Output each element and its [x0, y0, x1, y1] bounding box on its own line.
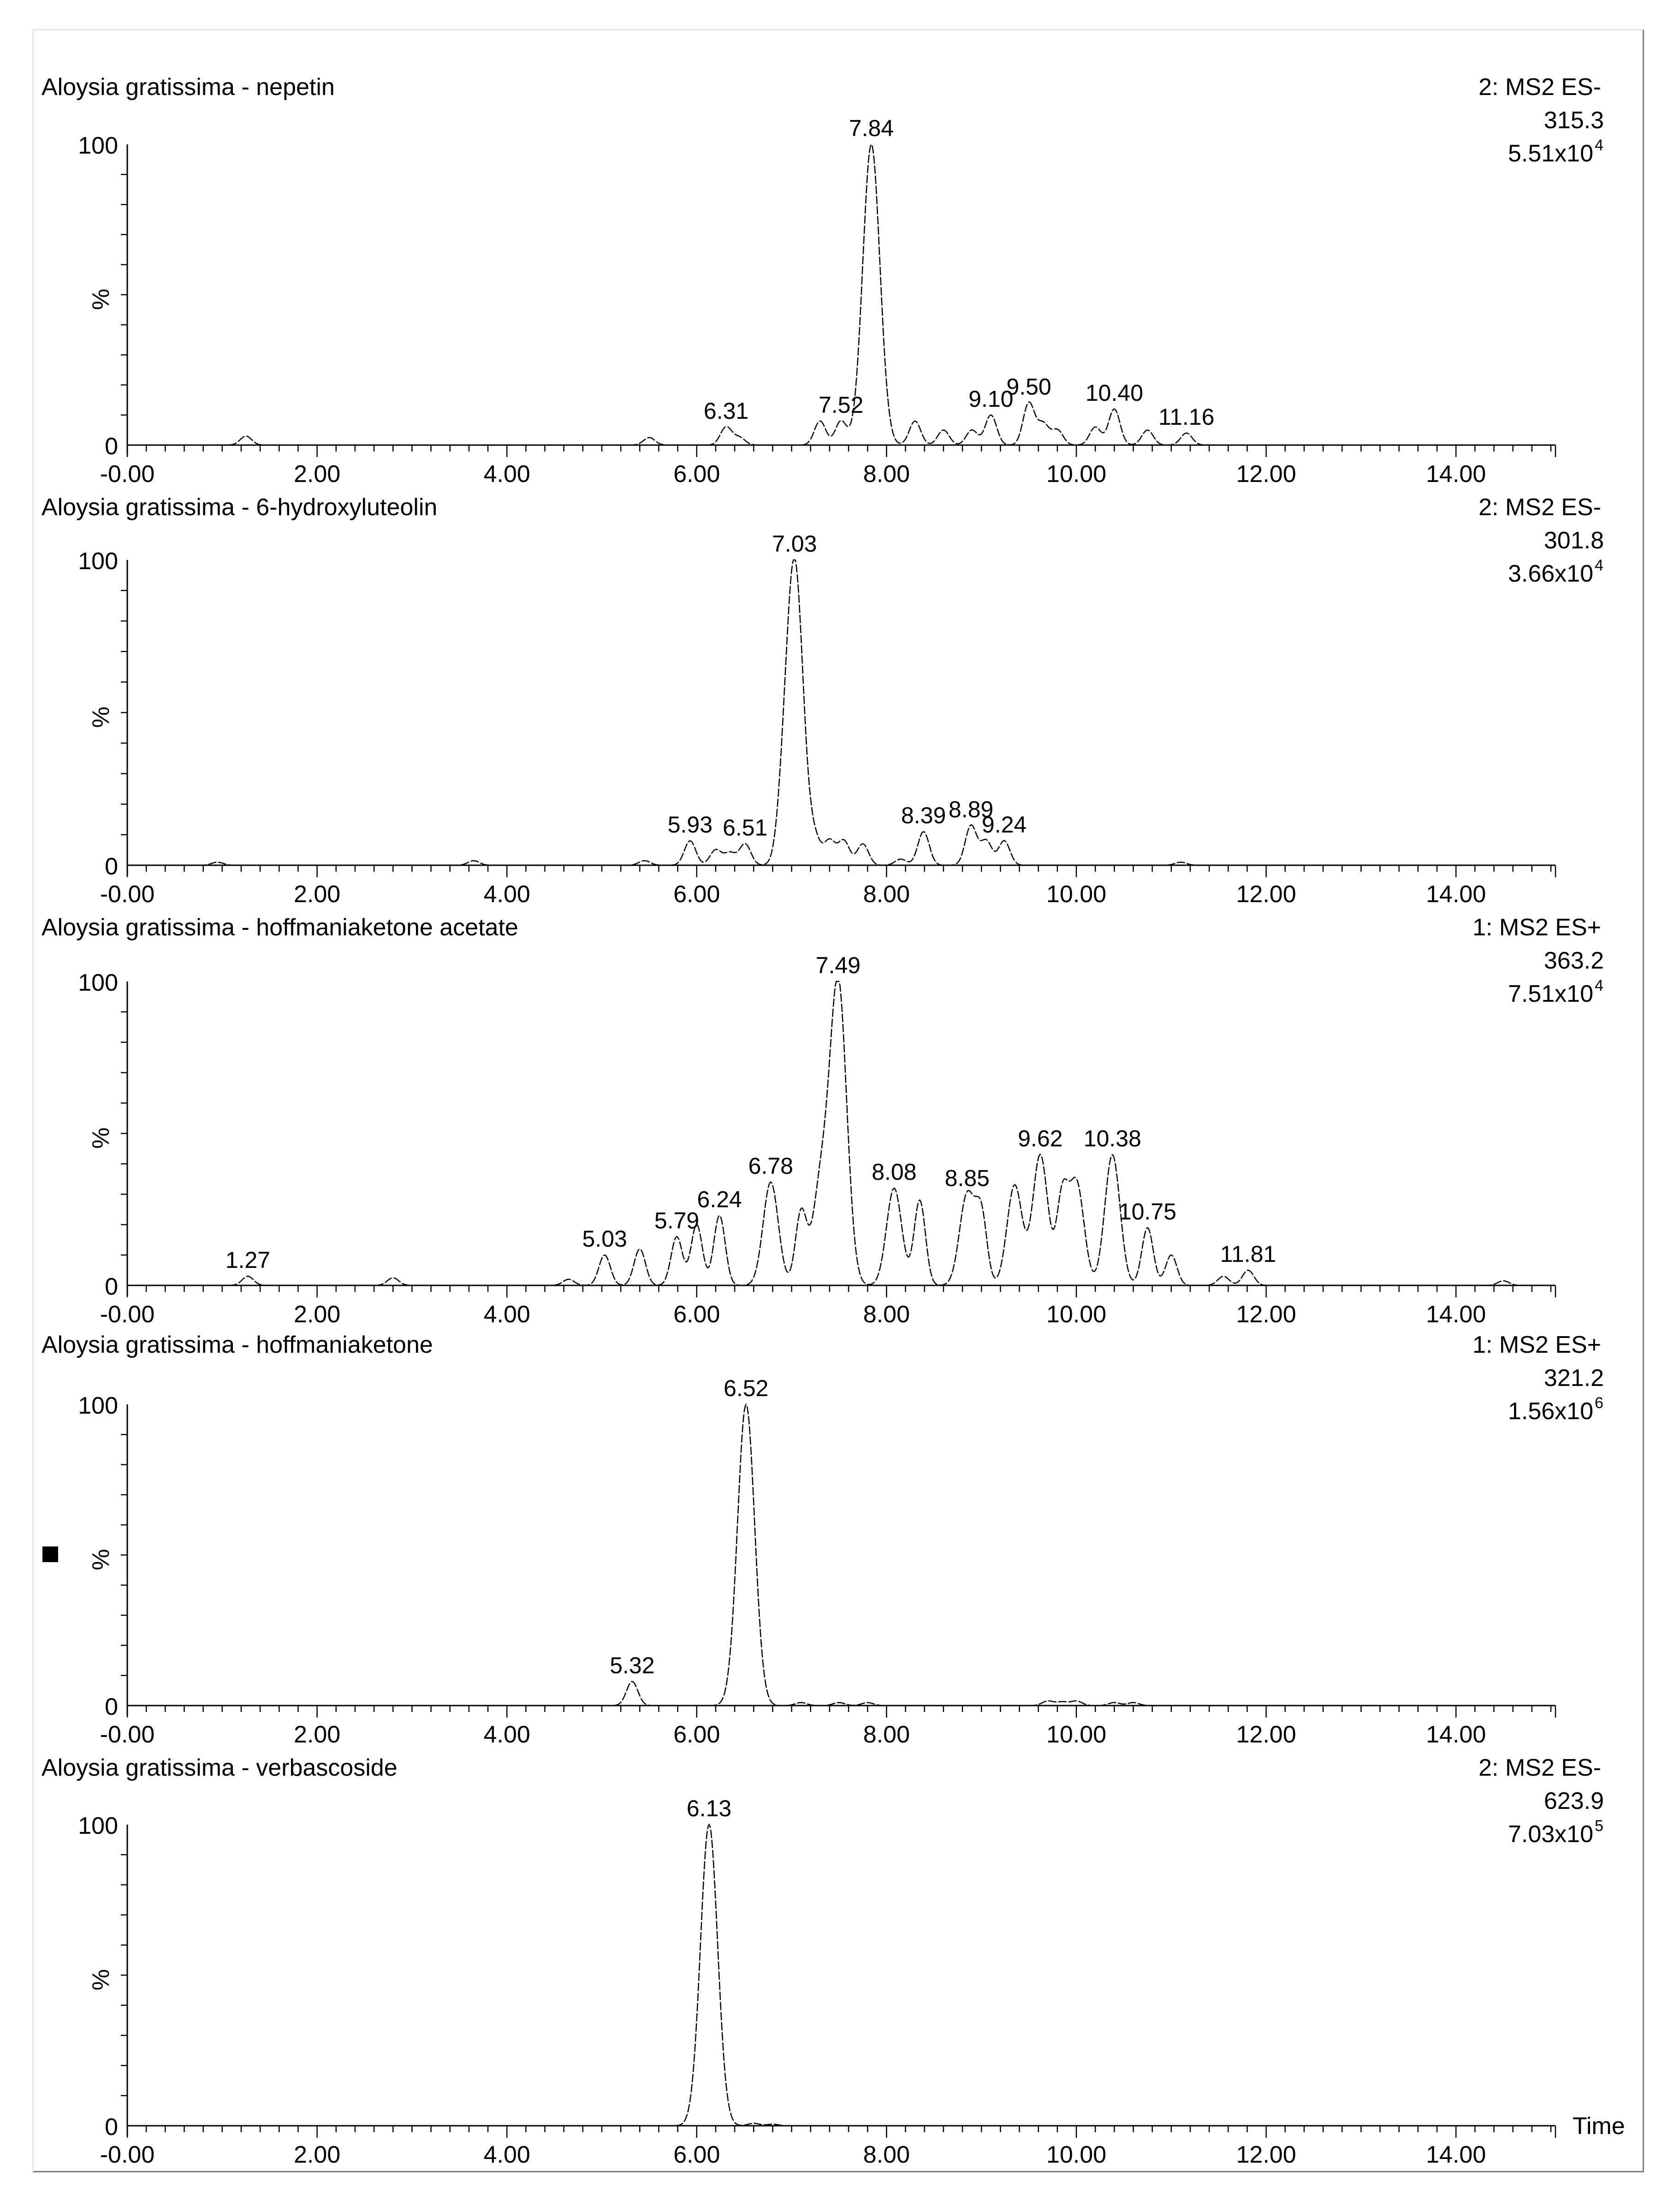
x-tick-label: 4.00: [483, 1721, 530, 1748]
x-tick-label: 14.00: [1426, 881, 1486, 908]
x-tick-label: 8.00: [863, 881, 910, 908]
x-tick-label: 14.00: [1426, 461, 1486, 488]
panel-title: Aloysia gratissima - hoffmaniaketone: [42, 1332, 433, 1358]
x-tick-label: 12.00: [1236, 1301, 1296, 1328]
intensity-label: 7.51x10: [1508, 981, 1593, 1007]
peak-label: 6.24: [697, 1186, 742, 1213]
mz-label: 623.9: [1543, 1788, 1604, 1814]
x-tick-label: 10.00: [1046, 881, 1107, 908]
y-tick-100: 100: [78, 548, 118, 575]
x-tick-label: 2.00: [293, 1721, 341, 1748]
x-tick-label: 6.00: [673, 1721, 720, 1748]
chromatogram-trace: [127, 981, 1532, 1285]
x-tick-label: 6.00: [673, 881, 720, 908]
peak-label: 5.32: [610, 1652, 655, 1678]
intensity-label: 3.66x10: [1508, 560, 1593, 587]
x-tick-label: 2.00: [293, 461, 341, 488]
x-tick-label: 8.00: [863, 461, 910, 488]
intensity-exponent: 4: [1595, 977, 1603, 994]
intensity-label: 1.56x10: [1508, 1398, 1593, 1425]
mz-label: 315.3: [1543, 107, 1604, 134]
channel-label: 2: MS2 ES-: [1478, 1754, 1601, 1781]
intensity-exponent: 6: [1595, 1394, 1603, 1412]
x-tick-label: 14.00: [1426, 1301, 1486, 1328]
x-tick-label: 14.00: [1426, 2141, 1486, 2168]
peak-label: 7.84: [849, 115, 894, 141]
y-tick-0: 0: [105, 1273, 118, 1300]
peak-label: 10.38: [1083, 1125, 1141, 1152]
x-tick-label: -0.00: [100, 461, 155, 488]
peak-label: 9.10: [968, 386, 1014, 412]
x-axis-label: Time: [1573, 2113, 1625, 2140]
x-tick-label: 14.00: [1426, 1721, 1486, 1748]
y-axis-label: %: [88, 706, 114, 728]
x-tick-label: 10.00: [1046, 1301, 1107, 1328]
intensity-exponent: 4: [1595, 557, 1603, 574]
peak-label: 8.85: [944, 1165, 990, 1191]
x-tick-label: 8.00: [863, 1301, 910, 1328]
intensity-exponent: 4: [1595, 137, 1603, 154]
y-axis-label: %: [88, 1127, 114, 1149]
y-tick-100: 100: [78, 132, 118, 159]
x-tick-label: 6.00: [673, 2141, 720, 2168]
x-tick-label: 2.00: [293, 881, 341, 908]
x-tick-label: 4.00: [483, 2141, 530, 2168]
x-tick-label: -0.00: [100, 1301, 155, 1328]
peak-label: 6.78: [748, 1153, 793, 1179]
chromatogram-trace: [127, 1404, 1532, 1706]
peak-label: 1.27: [225, 1247, 271, 1273]
peak-label: 10.75: [1118, 1198, 1176, 1225]
peak-label: 9.62: [1018, 1125, 1063, 1152]
x-tick-label: 12.00: [1236, 1721, 1296, 1748]
y-tick-100: 100: [78, 1392, 118, 1419]
peak-label: 7.52: [818, 392, 864, 418]
peak-label: 7.49: [815, 952, 861, 978]
channel-label: 1: MS2 ES+: [1472, 914, 1601, 941]
panel-title: Aloysia gratissima - hoffmaniaketone acetate: [42, 914, 518, 941]
mz-label: 321.2: [1543, 1365, 1604, 1391]
x-tick-label: 4.00: [483, 1301, 530, 1328]
y-tick-0: 0: [105, 853, 118, 880]
x-tick-label: 8.00: [863, 1721, 910, 1748]
peak-label: 5.79: [654, 1207, 700, 1234]
chromatogram-trace: [127, 560, 1532, 865]
peak-label: 8.39: [901, 803, 946, 829]
y-tick-100: 100: [78, 1813, 118, 1839]
x-tick-label: 2.00: [293, 1301, 341, 1328]
x-tick-label: 6.00: [673, 461, 720, 488]
x-tick-label: 4.00: [483, 881, 530, 908]
x-tick-label: 12.00: [1236, 461, 1296, 488]
x-tick-label: 4.00: [483, 461, 530, 488]
channel-label: 2: MS2 ES-: [1478, 494, 1601, 521]
y-tick-0: 0: [105, 1694, 118, 1720]
channel-label: 1: MS2 ES+: [1472, 1332, 1601, 1358]
x-tick-label: 10.00: [1046, 1721, 1107, 1748]
peak-label: 6.31: [703, 398, 749, 424]
x-tick-label: -0.00: [100, 1721, 155, 1748]
x-tick-label: 12.00: [1236, 881, 1296, 908]
y-axis-label: %: [88, 288, 114, 310]
x-tick-label: -0.00: [100, 2141, 155, 2168]
peak-label: 8.08: [872, 1159, 917, 1185]
peak-label: 10.40: [1085, 380, 1143, 406]
peak-label: 5.93: [667, 812, 713, 838]
y-tick-0: 0: [105, 433, 118, 460]
black-square-icon: [42, 1546, 58, 1562]
x-tick-label: 10.00: [1046, 461, 1107, 488]
x-tick-label: 12.00: [1236, 2141, 1296, 2168]
y-tick-100: 100: [78, 969, 118, 996]
intensity-exponent: 5: [1595, 1817, 1603, 1835]
peak-label: 11.81: [1220, 1241, 1276, 1267]
x-tick-label: 2.00: [293, 2141, 341, 2168]
peak-label: 6.13: [686, 1796, 732, 1821]
peak-label: 11.16: [1158, 404, 1215, 430]
peak-label: 7.03: [772, 531, 817, 557]
peak-label: 9.24: [981, 812, 1027, 838]
x-tick-label: 10.00: [1046, 2141, 1107, 2168]
y-tick-0: 0: [105, 2114, 118, 2140]
channel-label: 2: MS2 ES-: [1478, 74, 1601, 101]
peak-label: 8.89: [948, 796, 994, 822]
peak-label: 5.03: [582, 1226, 627, 1252]
mz-label: 301.8: [1543, 527, 1604, 554]
x-tick-label: 6.00: [673, 1301, 720, 1328]
panel-title: Aloysia gratissima - nepetin: [42, 74, 335, 101]
panel-title: Aloysia gratissima - 6-hydroxyluteolin: [42, 494, 438, 521]
panel-title: Aloysia gratissima - verbascoside: [42, 1754, 398, 1781]
peak-label: 9.50: [1006, 374, 1051, 400]
y-axis-label: %: [88, 1969, 114, 1991]
chromatogram-trace: [127, 1825, 1532, 2126]
mz-label: 363.2: [1543, 947, 1604, 974]
peak-label: 6.52: [724, 1375, 769, 1401]
intensity-label: 5.51x10: [1508, 140, 1593, 167]
intensity-label: 7.03x10: [1508, 1821, 1593, 1848]
x-tick-label: -0.00: [100, 881, 155, 908]
y-axis-label: %: [88, 1549, 114, 1570]
x-tick-label: 8.00: [863, 2141, 910, 2168]
peak-label: 6.51: [723, 815, 768, 841]
